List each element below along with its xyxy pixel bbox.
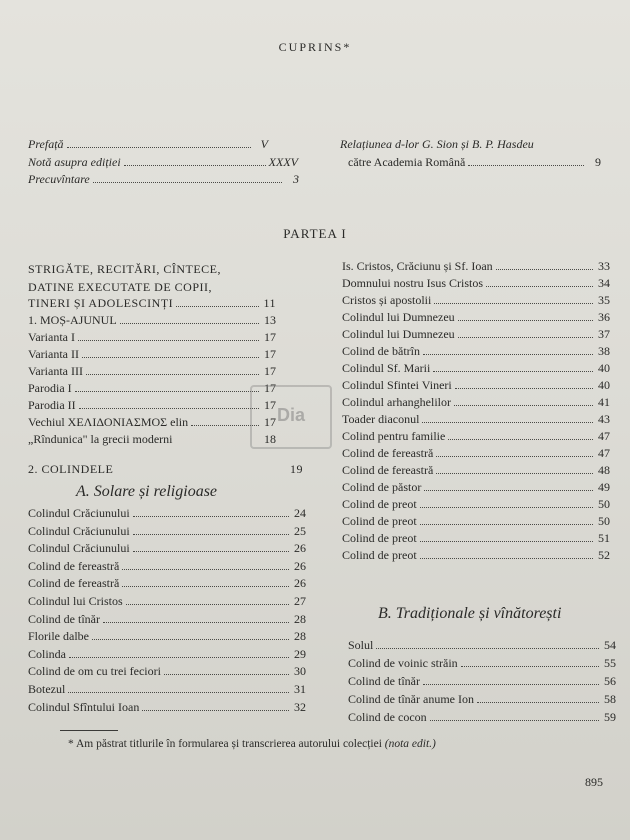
entry-page: 28: [294, 629, 306, 644]
toc-entry: [342, 378, 610, 393]
entry-label: Colind de preot: [342, 548, 417, 562]
entry-page: 40: [598, 361, 610, 375]
toc-entry: [28, 381, 276, 396]
entry-page: 35: [598, 293, 610, 307]
toc-entry: [28, 559, 306, 574]
leader-dots: [68, 683, 289, 693]
entry-page: 18: [264, 432, 276, 446]
entry-page: 54: [604, 638, 616, 652]
toc-entry: [348, 692, 616, 707]
entry-page: 34: [598, 276, 610, 290]
toc-entry: [28, 664, 306, 679]
leader-dots: [434, 294, 593, 304]
toc-entry: [28, 330, 276, 345]
toc-entry: [342, 395, 610, 410]
entry-page: 50: [598, 497, 610, 511]
leader-dots: [477, 693, 599, 703]
entry-label: Colind de fereastră: [342, 463, 434, 477]
watermark-logo: Dia: [250, 385, 332, 449]
leader-dots: [422, 413, 593, 423]
subhead-solare: A. Solare și religioase: [76, 483, 218, 500]
entry-label: Colind de om cu trei feciori: [28, 664, 161, 679]
entry-page: 29: [294, 646, 306, 661]
part-title: PARTEA I: [283, 226, 347, 241]
leader-dots: [423, 345, 593, 355]
entry-label: 1. MOȘ-AJUNUL: [28, 313, 117, 327]
leader-dots: [433, 362, 593, 372]
toc-entry: [28, 647, 306, 662]
entry-page: 26: [294, 558, 306, 573]
leader-dots: [424, 481, 593, 491]
entry-label: Colind de tînăr anume Ion: [348, 692, 474, 706]
toc-entry: [342, 497, 610, 512]
toc-entry-colindele: [28, 462, 303, 477]
leader-dots: [423, 675, 599, 685]
leader-dots: [92, 630, 289, 640]
entry-page: 55: [604, 656, 616, 670]
entry-page: 36: [598, 310, 610, 324]
toc-entry: [342, 548, 610, 563]
toc-entry: [342, 327, 610, 342]
toc-entry-relatiunea: [348, 155, 601, 170]
entry-label: Parodia II: [28, 398, 76, 412]
entry-page: 52: [598, 548, 610, 562]
entry-label: Colind de voinic străin: [348, 656, 458, 670]
footnote: [68, 738, 436, 750]
entry-label: Colindul Crăciunului: [28, 523, 130, 538]
entry-label: Colind de preot: [342, 531, 417, 545]
entry-label: Parodia I: [28, 381, 72, 395]
toc-entry: [348, 638, 616, 653]
leader-dots: [133, 525, 289, 535]
entry-label: Colindul lui Dumnezeu: [342, 310, 455, 324]
leader-dots: [436, 447, 593, 457]
entry-label: Colind de fereastră: [28, 558, 120, 573]
leader-dots: [122, 560, 289, 570]
entry-page: XXXV: [268, 155, 298, 169]
entry-label: Colind de fereastră: [28, 576, 120, 591]
leader-space: [176, 434, 259, 443]
entry-label: Solul: [348, 638, 374, 652]
toc-entry: [342, 446, 610, 461]
leader-dots: [420, 515, 593, 525]
entry-page: 24: [294, 506, 306, 520]
toc-entry-heading: [28, 296, 276, 311]
leader-dots: [448, 430, 593, 440]
entry-page: 32: [294, 699, 306, 714]
entry-page: 41: [598, 395, 610, 409]
entry-label: Colind pentru familie: [342, 429, 446, 443]
leader-dots: [93, 173, 282, 183]
leader-dots: [420, 498, 593, 508]
entry-page: 50: [598, 514, 610, 528]
entry-page: 17: [264, 381, 276, 395]
entry-page: 19: [290, 462, 303, 476]
toc-entry-nota: [28, 155, 298, 170]
toc-entry: [28, 700, 306, 715]
leader-dots: [103, 613, 289, 623]
toc-entry: [28, 612, 306, 627]
entry-page: 58: [604, 692, 616, 706]
leader-dots: [82, 348, 259, 358]
toc-entry-precuvintare: [28, 172, 299, 187]
entry-label: Colindul Crăciunului: [28, 541, 130, 556]
toc-entry: [28, 313, 276, 328]
toc-entry: [28, 541, 306, 556]
entry-page: 17: [264, 347, 276, 361]
entry-page: 17: [264, 415, 276, 429]
entry-label: Colindul arhanghelilor: [342, 395, 451, 409]
leader-dots: [122, 577, 289, 587]
leader-dots: [458, 311, 593, 321]
leader-dots: [69, 648, 289, 658]
leader-dots: [461, 657, 599, 667]
toc-entry: [342, 412, 610, 427]
entry-page: 47: [598, 446, 610, 460]
entry-label: Colind de preot: [342, 497, 417, 511]
entry-label: Precuvîntare: [28, 172, 90, 186]
footnote-text: * Am păstrat titlurile în formularea și transcrierea autorului colecției: [68, 738, 382, 750]
footnote-note: (nota edit.): [384, 738, 436, 750]
toc-entry: [28, 398, 276, 413]
entry-label: Botezul: [28, 682, 66, 696]
entry-page: 27: [294, 594, 306, 608]
entry-page: 59: [604, 710, 616, 724]
entry-label: Colindul Sf. Marii: [342, 361, 431, 375]
toc-entry: [342, 344, 610, 359]
entry-label: Toader diaconul: [342, 412, 420, 426]
toc-entry: [342, 463, 610, 478]
toc-entry: [28, 594, 306, 609]
entry-page: 13: [264, 313, 276, 327]
leader-space: [116, 464, 286, 473]
leader-dots: [420, 532, 593, 542]
toc-entry: [28, 524, 306, 539]
toc-entry: [348, 656, 616, 671]
toc-entry-rindunica: [28, 432, 276, 447]
leader-dots: [486, 277, 593, 287]
entry-page: 17: [264, 398, 276, 412]
entry-page: 28: [294, 611, 306, 626]
entry-label: Vechiul ΧΕΛΙΔΟΝΙΑΣΜΟΣ elin: [28, 415, 189, 429]
leader-dots: [191, 416, 259, 426]
toc-entry: [348, 710, 616, 725]
leader-dots: [468, 156, 584, 166]
entry-label: Varianta I: [28, 330, 75, 344]
toc-entry: [342, 310, 610, 325]
leader-dots: [454, 396, 593, 406]
entry-page: 9: [595, 155, 601, 169]
entry-page: 43: [598, 412, 610, 426]
toc-entry: [342, 276, 610, 291]
entry-label: Prefață: [28, 137, 64, 151]
entry-label: Florile dalbe: [28, 629, 89, 644]
toc-entry: [342, 361, 610, 376]
leader-dots: [436, 464, 593, 474]
entry-label: către Academia Română: [348, 155, 466, 169]
leader-dots: [75, 382, 259, 392]
toc-entry-prefata: [28, 137, 268, 152]
entry-page: 51: [598, 531, 610, 545]
toc-entry: [348, 674, 616, 689]
leader-dots: [86, 365, 259, 375]
entry-page: 49: [598, 480, 610, 494]
entry-page: 37: [598, 327, 610, 341]
entry-label: Colind de fereastră: [342, 446, 434, 460]
toc-entry: [28, 576, 306, 591]
entry-label: Colindul Sfîntului Ioan: [28, 699, 140, 714]
toc-entry: [28, 347, 276, 362]
entry-label: Colind de bătrîn: [342, 344, 420, 358]
toc-entry: [342, 429, 610, 444]
leader-dots: [126, 595, 289, 605]
leader-dots: [78, 331, 259, 341]
entry-page: 17: [264, 364, 276, 378]
toc-entry: [342, 259, 610, 274]
entry-label: „Rîndunica" la grecii moderni: [28, 432, 173, 446]
entry-label: Domnului nostru Isus Cristos: [342, 276, 484, 290]
entry-page: 47: [598, 429, 610, 443]
leader-dots: [142, 701, 289, 711]
entry-label: TINERI ȘI ADOLESCINȚI: [28, 296, 174, 310]
entry-label: Colindul lui Dumnezeu: [342, 327, 455, 341]
entry-label: Colinda: [28, 646, 66, 661]
entry-page: 33: [598, 259, 610, 273]
leader-dots: [79, 399, 259, 409]
leader-dots: [496, 260, 593, 270]
entry-label: Colind de tînăr: [28, 611, 100, 626]
entry-page: 25: [294, 523, 306, 538]
entry-label: Cristos și apostolii: [342, 293, 432, 307]
leader-dots: [164, 665, 289, 675]
toc-title: CUPRINS*: [278, 40, 352, 54]
entry-label: Colind de cocon: [348, 710, 427, 724]
entry-page: 48: [598, 463, 610, 477]
entry-label: Varianta III: [28, 364, 83, 378]
leader-dots: [430, 711, 599, 721]
heading-line-2: DATINE EXECUTATE DE COPII,: [28, 280, 213, 294]
entry-label: Colindul Crăciunului: [28, 506, 130, 520]
leader-dots: [455, 379, 593, 389]
entry-page: V: [260, 137, 268, 151]
entry-label: Colind de tînăr: [348, 674, 420, 688]
leader-dots: [120, 314, 259, 324]
entry-page: 26: [294, 576, 306, 591]
entry-label: Varianta II: [28, 347, 79, 361]
entry-page: 31: [294, 682, 306, 696]
toc-entry: [342, 514, 610, 529]
entry-page: 17: [264, 330, 276, 344]
toc-entry: [342, 531, 610, 546]
entry-label: Colindul Sfintei Vineri: [342, 378, 452, 392]
entry-label: Colind de păstor: [342, 480, 422, 494]
toc-entry: [342, 293, 610, 308]
leader-dots: [458, 328, 593, 338]
relatiunea-line1: Relațiunea d-lor G. Sion și B. P. Hasdeu: [340, 137, 534, 151]
toc-entry: [28, 506, 306, 521]
toc-entry: [342, 480, 610, 495]
entry-page: 3: [293, 172, 299, 186]
toc-entry: [28, 629, 306, 644]
entry-label: 2. COLINDELE: [28, 462, 114, 476]
toc-entry: [28, 364, 276, 379]
leader-dots: [67, 138, 251, 148]
entry-page: 40: [598, 378, 610, 392]
leader-dots: [176, 297, 259, 307]
subhead-traditionale: B. Tradiționale și vînătorești: [378, 605, 562, 622]
page-number: 895: [585, 775, 603, 789]
entry-label: Colindul lui Cristos: [28, 594, 123, 608]
leader-dots: [124, 156, 266, 166]
toc-entry: [28, 415, 276, 430]
leader-dots: [133, 507, 289, 517]
entry-page: 38: [598, 344, 610, 358]
leader-dots: [420, 549, 593, 559]
entry-page: 56: [604, 674, 616, 688]
entry-label: Colind de preot: [342, 514, 417, 528]
entry-label: Is. Cristos, Crăciunu și Sf. Ioan: [342, 259, 493, 273]
leader-dots: [133, 542, 289, 552]
heading-line-1: STRIGĂTE, RECITĂRI, CÎNTECE,: [28, 262, 221, 276]
entry-label: Notă asupra ediției: [28, 155, 121, 169]
footnote-rule: [60, 730, 118, 731]
entry-page: 30: [294, 664, 306, 679]
entry-page: 11: [263, 296, 276, 310]
leader-dots: [376, 639, 599, 649]
toc-entry: [28, 682, 306, 697]
entry-page: 26: [294, 541, 306, 556]
